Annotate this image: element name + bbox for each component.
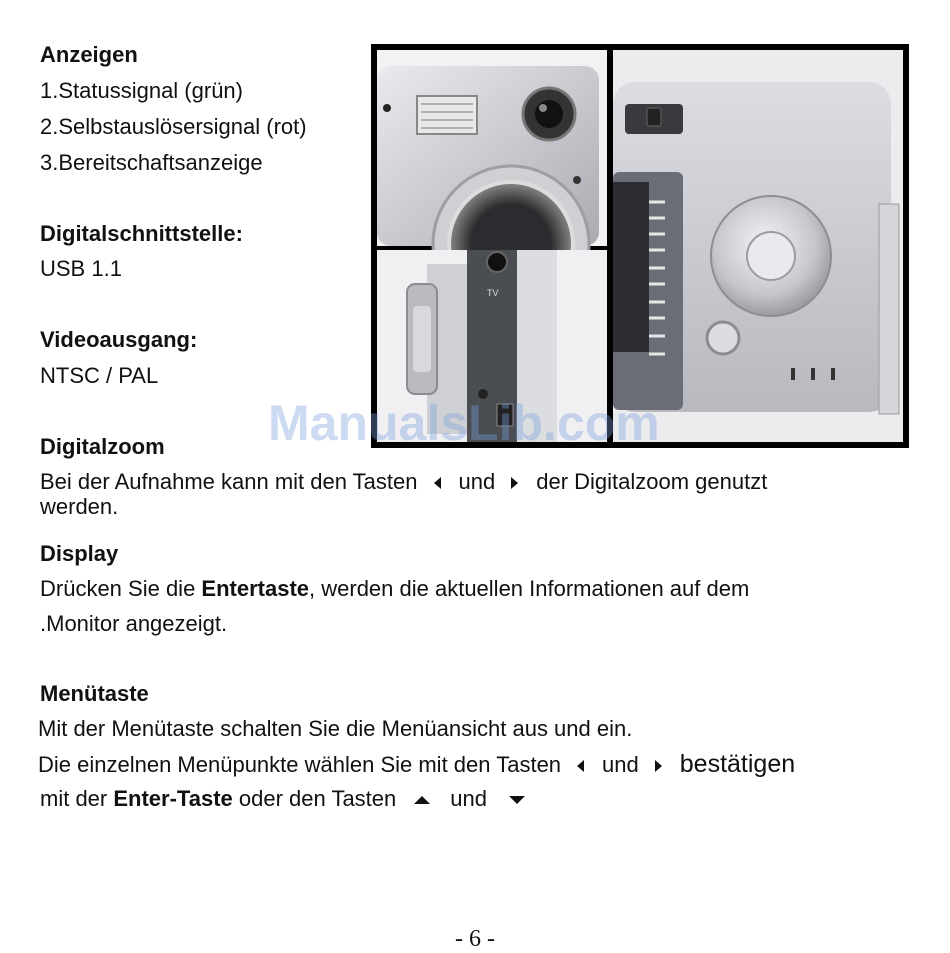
zoom-line-1-end: der Digitalzoom genutzt xyxy=(536,469,768,494)
arrow-left-icon xyxy=(577,760,584,772)
anzeigen-item-2: 2.Selbstauslösersignal (rot) xyxy=(40,114,307,139)
page-number: - 6 - xyxy=(455,926,495,952)
zoom-line-2: werden. xyxy=(40,494,119,519)
menu-enter-taste: Enter-Taste xyxy=(113,786,233,811)
arrow-left-icon xyxy=(434,477,441,489)
display-entertaste: Entertaste xyxy=(201,576,310,601)
menu-line-2-start: Die einzelnen Menüpunkte wählen Sie mit den Tasten xyxy=(38,752,562,777)
display-line-1-start: Drücken Sie die xyxy=(40,576,202,601)
zoom-line-1-start: Bei der Aufnahme kann mit den Tasten xyxy=(40,469,418,494)
camera-photo xyxy=(371,44,909,448)
menu-bestaetigen: bestätigen xyxy=(679,750,796,778)
anzeigen-item-3: 3.Bereitschaftsanzeige xyxy=(40,150,263,175)
video-value: NTSC / PAL xyxy=(40,363,159,388)
anzeigen-heading: Anzeigen xyxy=(40,42,138,67)
menu-and-1: und xyxy=(602,752,639,777)
display-line-1-end: , werden die aktuellen Informationen auf dem xyxy=(309,576,750,601)
display-line-1 xyxy=(40,576,749,602)
watermark: ManualsLib.com xyxy=(268,395,660,451)
display-line-2: .Monitor angezeigt. xyxy=(40,611,228,636)
arrow-up-icon xyxy=(414,796,430,804)
tv-label: TV xyxy=(487,288,499,298)
arrow-right-icon xyxy=(655,760,662,772)
video-heading: Videoausgang: xyxy=(40,327,198,352)
menu-line-1: Mit der Menütaste schalten Sie die Menüansicht aus und ein. xyxy=(38,716,633,741)
schnittstelle-value: USB 1.1 xyxy=(40,256,122,281)
menu-line-3-mid: oder den Tasten xyxy=(232,786,397,811)
schnittstelle-heading: Digitalschnittstelle: xyxy=(40,221,243,246)
camera-back-panel xyxy=(613,50,903,442)
zoom-line-1 xyxy=(40,469,767,495)
arrow-down-icon xyxy=(509,796,525,804)
zoom-heading: Digitalzoom xyxy=(40,434,165,459)
menu-line-3-start: mit der xyxy=(40,786,114,811)
arrow-right-icon xyxy=(511,477,518,489)
anzeigen-item-1: 1.Statussignal (grün) xyxy=(40,78,243,103)
menu-line-3 xyxy=(40,786,525,812)
display-heading: Display xyxy=(40,541,119,566)
zoom-and: und xyxy=(458,469,496,494)
menu-line-2 xyxy=(38,751,795,778)
menu-heading: Menütaste xyxy=(40,681,149,706)
menu-and-2: und xyxy=(450,786,487,811)
